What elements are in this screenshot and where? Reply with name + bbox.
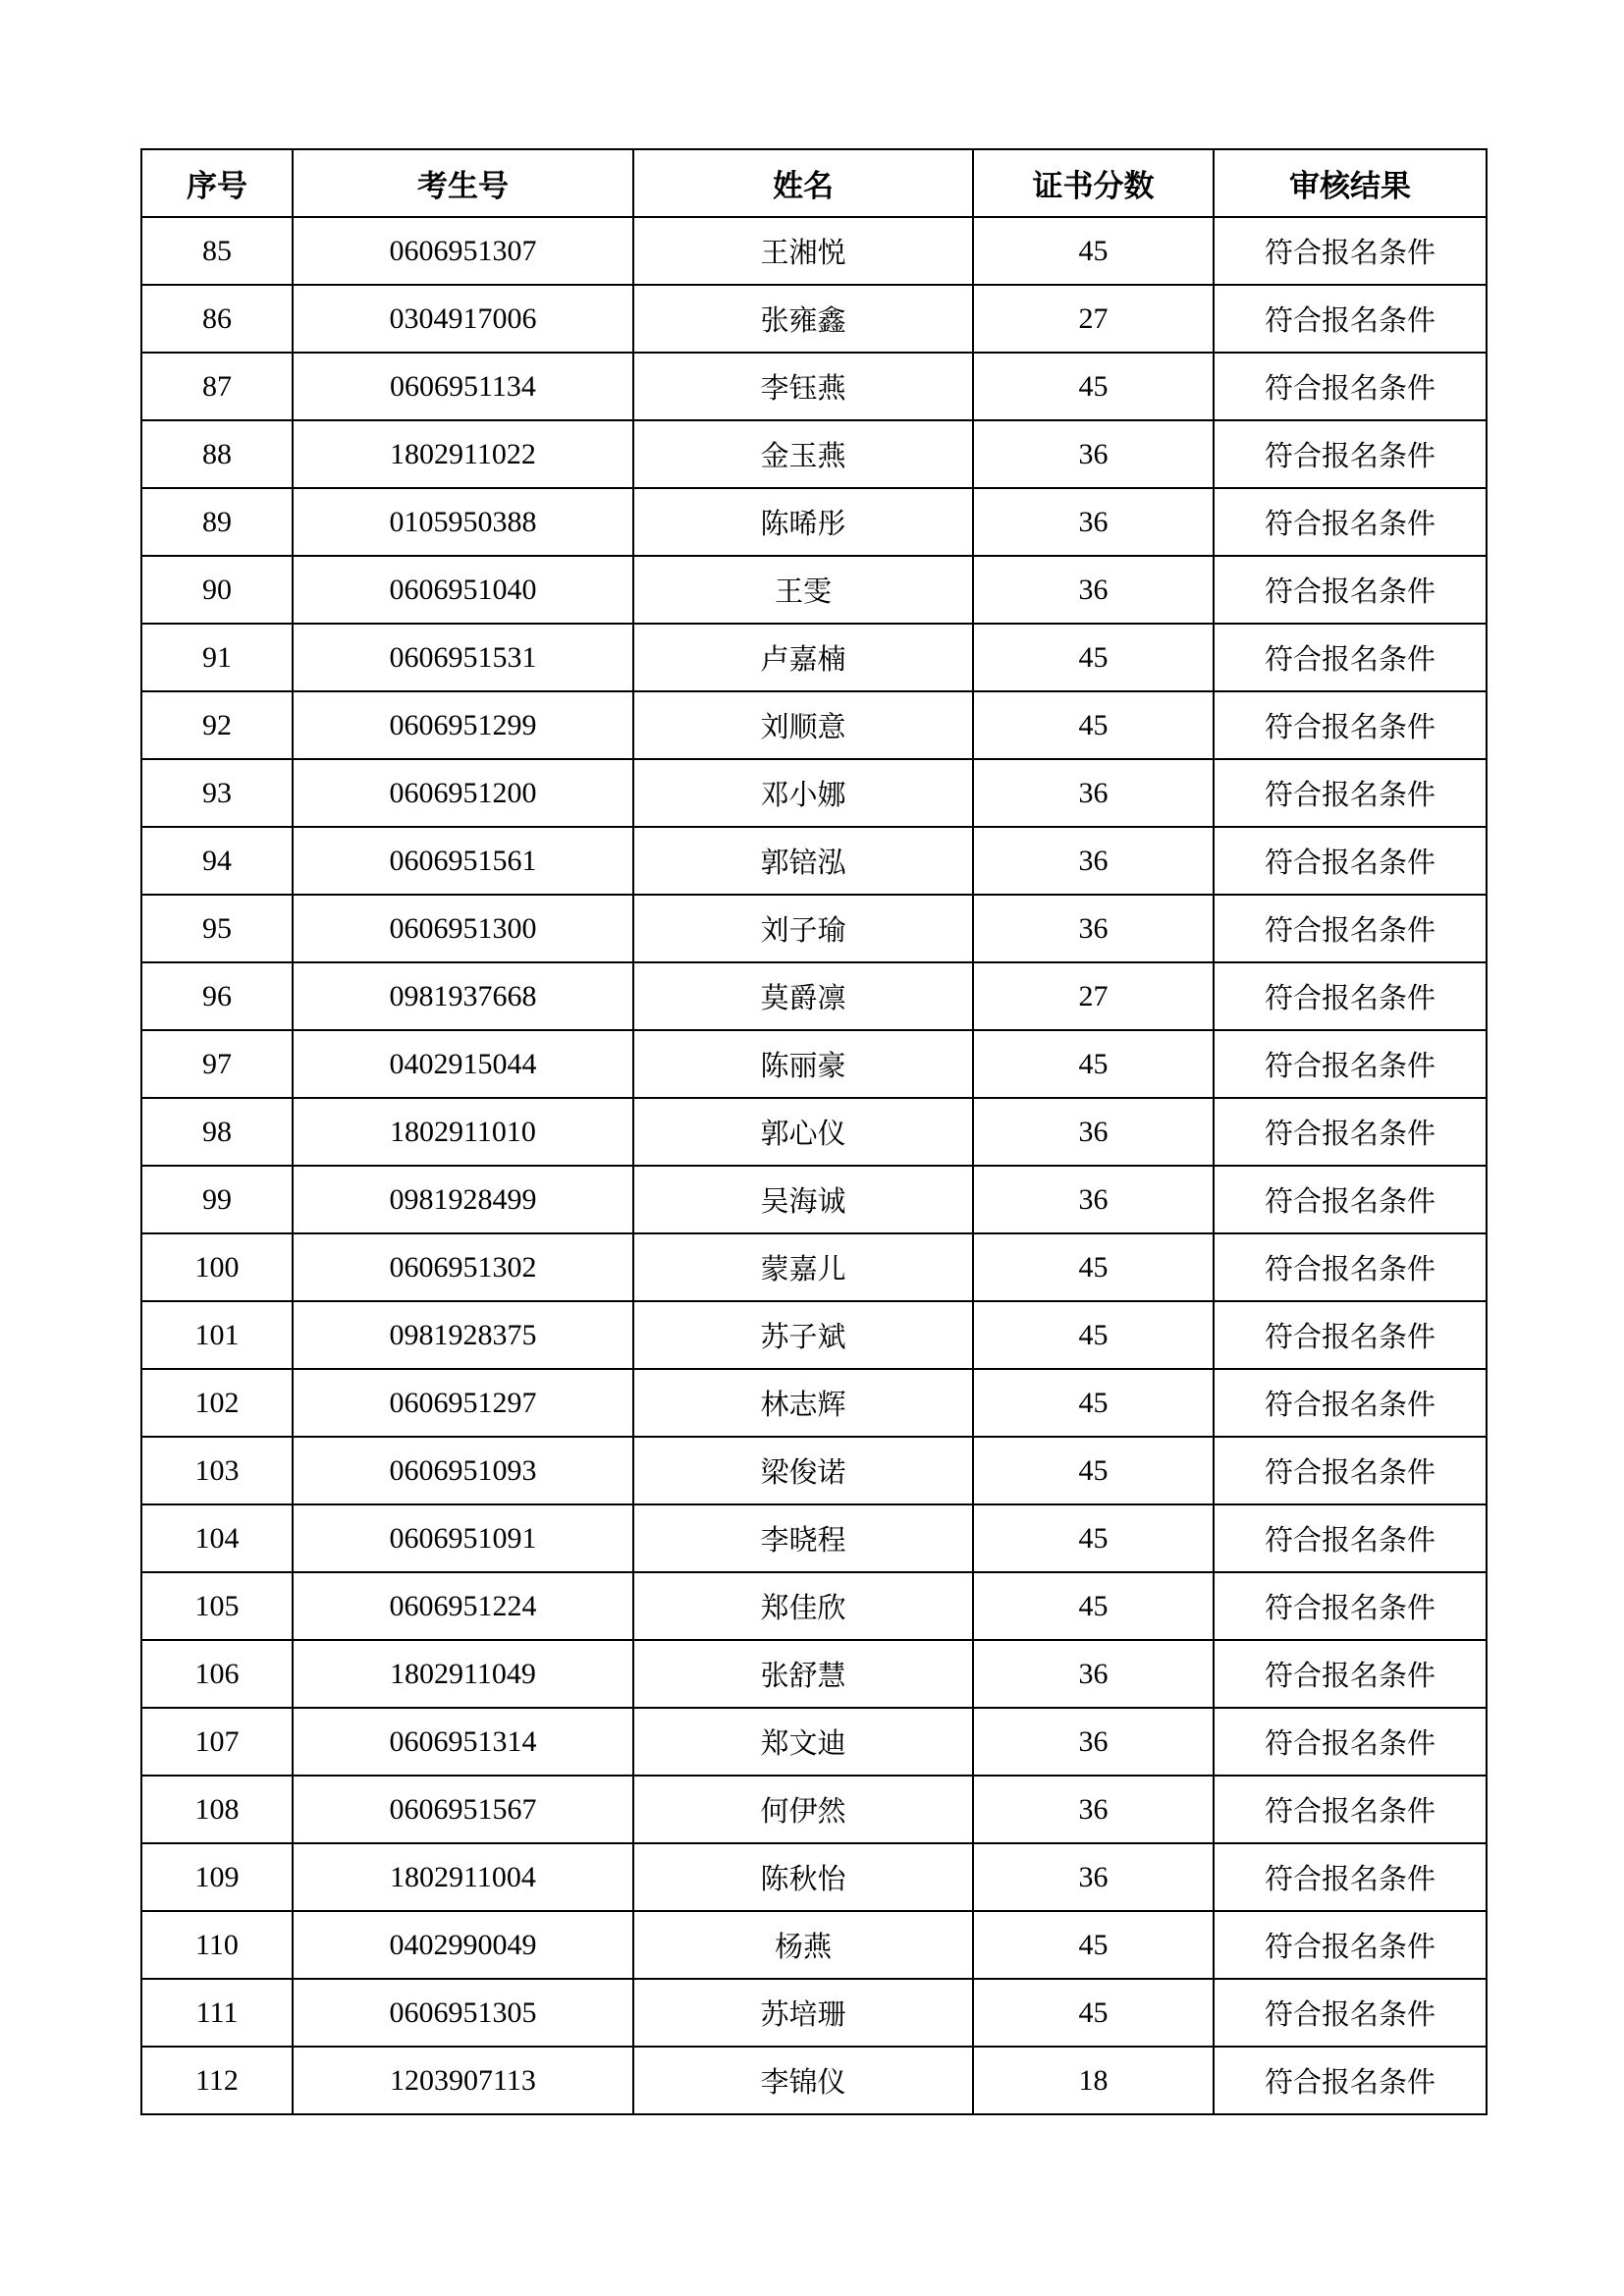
serial-number-cell: 99 — [141, 1166, 293, 1233]
candidate-number-cell: 0606951300 — [293, 895, 633, 962]
review-result-cell: 符合报名条件 — [1214, 285, 1487, 353]
name-cell: 郭心仪 — [633, 1098, 973, 1166]
name-cell: 王湘悦 — [633, 217, 973, 285]
header-candidate-number: 考生号 — [293, 149, 633, 217]
certificate-score-cell: 45 — [973, 624, 1214, 691]
name-cell: 苏子斌 — [633, 1301, 973, 1369]
candidate-number-cell: 0981928499 — [293, 1166, 633, 1233]
table-row — [141, 353, 1487, 420]
serial-number-cell: 90 — [141, 556, 293, 624]
certificate-score-cell: 45 — [973, 353, 1214, 420]
name-cell: 吴海诚 — [633, 1166, 973, 1233]
review-result-cell: 符合报名条件 — [1214, 217, 1487, 285]
serial-number-cell: 103 — [141, 1437, 293, 1504]
serial-number-cell: 101 — [141, 1301, 293, 1369]
serial-number-cell: 110 — [141, 1911, 293, 1979]
table-row — [141, 1979, 1487, 2047]
certificate-score-cell: 36 — [973, 1166, 1214, 1233]
certificate-score-cell: 45 — [973, 1301, 1214, 1369]
name-cell: 何伊然 — [633, 1776, 973, 1843]
name-cell: 陈丽豪 — [633, 1030, 973, 1098]
review-result-cell: 符合报名条件 — [1214, 1166, 1487, 1233]
name-cell: 卢嘉楠 — [633, 624, 973, 691]
name-cell: 林志辉 — [633, 1369, 973, 1437]
table-row — [141, 217, 1487, 285]
review-result-cell: 符合报名条件 — [1214, 1911, 1487, 1979]
candidate-number-cell: 0606951307 — [293, 217, 633, 285]
review-result-cell: 符合报名条件 — [1214, 624, 1487, 691]
certificate-score-cell: 36 — [973, 488, 1214, 556]
candidate-number-cell: 0402915044 — [293, 1030, 633, 1098]
name-cell: 刘子瑜 — [633, 895, 973, 962]
table-body — [141, 217, 1487, 2114]
serial-number-cell: 95 — [141, 895, 293, 962]
name-cell: 梁俊诺 — [633, 1437, 973, 1504]
candidate-number-cell: 1802911004 — [293, 1843, 633, 1911]
review-result-cell: 符合报名条件 — [1214, 2047, 1487, 2114]
name-cell: 郑文迪 — [633, 1708, 973, 1776]
serial-number-cell: 93 — [141, 759, 293, 827]
candidate-number-cell: 1802911010 — [293, 1098, 633, 1166]
candidate-number-cell: 0606951091 — [293, 1504, 633, 1572]
review-result-cell: 符合报名条件 — [1214, 1098, 1487, 1166]
candidate-number-cell: 0981937668 — [293, 962, 633, 1030]
review-result-cell: 符合报名条件 — [1214, 420, 1487, 488]
table-row — [141, 1369, 1487, 1437]
review-result-cell: 符合报名条件 — [1214, 1437, 1487, 1504]
review-result-cell: 符合报名条件 — [1214, 691, 1487, 759]
name-cell: 金玉燕 — [633, 420, 973, 488]
table-row — [141, 420, 1487, 488]
candidate-number-cell: 0606951299 — [293, 691, 633, 759]
table-row — [141, 285, 1487, 353]
review-result-cell: 符合报名条件 — [1214, 759, 1487, 827]
serial-number-cell: 89 — [141, 488, 293, 556]
review-result-cell: 符合报名条件 — [1214, 1640, 1487, 1708]
table-row — [141, 1233, 1487, 1301]
serial-number-cell: 98 — [141, 1098, 293, 1166]
serial-number-cell: 112 — [141, 2047, 293, 2114]
table-row — [141, 691, 1487, 759]
certificate-score-cell: 36 — [973, 827, 1214, 895]
review-result-cell: 符合报名条件 — [1214, 962, 1487, 1030]
serial-number-cell: 92 — [141, 691, 293, 759]
name-cell: 张雍鑫 — [633, 285, 973, 353]
table-row — [141, 1437, 1487, 1504]
serial-number-cell: 104 — [141, 1504, 293, 1572]
candidate-number-cell: 0606951093 — [293, 1437, 633, 1504]
candidate-number-cell: 0105950388 — [293, 488, 633, 556]
certificate-score-cell: 36 — [973, 1098, 1214, 1166]
table-row — [141, 488, 1487, 556]
name-cell: 陈晞彤 — [633, 488, 973, 556]
candidate-number-cell: 1802911022 — [293, 420, 633, 488]
candidate-number-cell: 0402990049 — [293, 1911, 633, 1979]
name-cell: 王雯 — [633, 556, 973, 624]
serial-number-cell: 111 — [141, 1979, 293, 2047]
review-result-cell: 符合报名条件 — [1214, 488, 1487, 556]
review-result-cell: 符合报名条件 — [1214, 353, 1487, 420]
table-row — [141, 1098, 1487, 1166]
candidate-number-cell: 0304917006 — [293, 285, 633, 353]
name-cell: 莫爵凛 — [633, 962, 973, 1030]
table-row — [141, 827, 1487, 895]
certificate-score-cell: 36 — [973, 1640, 1214, 1708]
serial-number-cell: 105 — [141, 1572, 293, 1640]
certificate-score-cell: 18 — [973, 2047, 1214, 2114]
serial-number-cell: 108 — [141, 1776, 293, 1843]
candidate-number-cell: 0606951200 — [293, 759, 633, 827]
serial-number-cell: 91 — [141, 624, 293, 691]
name-cell: 李锦仪 — [633, 2047, 973, 2114]
review-result-cell: 符合报名条件 — [1214, 1369, 1487, 1437]
certificate-score-cell: 45 — [973, 1979, 1214, 2047]
candidate-number-cell: 0606951224 — [293, 1572, 633, 1640]
certificate-score-cell: 27 — [973, 285, 1214, 353]
name-cell: 杨燕 — [633, 1911, 973, 1979]
certificate-score-cell: 36 — [973, 1776, 1214, 1843]
candidate-number-cell: 1802911049 — [293, 1640, 633, 1708]
certificate-score-cell: 45 — [973, 1504, 1214, 1572]
table-row — [141, 1572, 1487, 1640]
table-row — [141, 1301, 1487, 1369]
certificate-score-cell: 45 — [973, 1233, 1214, 1301]
serial-number-cell: 94 — [141, 827, 293, 895]
serial-number-cell: 87 — [141, 353, 293, 420]
candidate-number-cell: 1203907113 — [293, 2047, 633, 2114]
review-result-cell: 符合报名条件 — [1214, 1979, 1487, 2047]
name-cell: 邓小娜 — [633, 759, 973, 827]
certificate-score-cell: 45 — [973, 1369, 1214, 1437]
serial-number-cell: 97 — [141, 1030, 293, 1098]
table-row — [141, 1911, 1487, 1979]
header-certificate-score: 证书分数 — [973, 149, 1214, 217]
review-result-cell: 符合报名条件 — [1214, 1843, 1487, 1911]
review-result-cell: 符合报名条件 — [1214, 1233, 1487, 1301]
certificate-score-cell: 36 — [973, 895, 1214, 962]
name-cell: 刘顺意 — [633, 691, 973, 759]
certificate-score-cell: 45 — [973, 1572, 1214, 1640]
candidate-number-cell: 0606951302 — [293, 1233, 633, 1301]
table-row — [141, 962, 1487, 1030]
certificate-score-cell: 36 — [973, 1708, 1214, 1776]
review-result-cell: 符合报名条件 — [1214, 1030, 1487, 1098]
certificate-score-cell: 36 — [973, 1843, 1214, 1911]
candidate-number-cell: 0606951134 — [293, 353, 633, 420]
name-cell: 苏培珊 — [633, 1979, 973, 2047]
certificate-score-cell: 45 — [973, 691, 1214, 759]
table-row — [141, 1166, 1487, 1233]
table-row — [141, 1843, 1487, 1911]
name-cell: 蒙嘉儿 — [633, 1233, 973, 1301]
review-result-cell: 符合报名条件 — [1214, 895, 1487, 962]
review-result-cell: 符合报名条件 — [1214, 1572, 1487, 1640]
header-name: 姓名 — [633, 149, 973, 217]
candidate-number-cell: 0606951297 — [293, 1369, 633, 1437]
certificate-score-cell: 27 — [973, 962, 1214, 1030]
serial-number-cell: 86 — [141, 285, 293, 353]
serial-number-cell: 102 — [141, 1369, 293, 1437]
candidate-number-cell: 0606951040 — [293, 556, 633, 624]
candidate-number-cell: 0606951314 — [293, 1708, 633, 1776]
candidate-number-cell: 0981928375 — [293, 1301, 633, 1369]
name-cell: 李钰燕 — [633, 353, 973, 420]
name-cell: 郭锫泓 — [633, 827, 973, 895]
review-result-cell: 符合报名条件 — [1214, 1708, 1487, 1776]
review-result-cell: 符合报名条件 — [1214, 1504, 1487, 1572]
review-result-cell: 符合报名条件 — [1214, 556, 1487, 624]
name-cell: 陈秋怡 — [633, 1843, 973, 1911]
review-result-cell: 符合报名条件 — [1214, 1301, 1487, 1369]
serial-number-cell: 107 — [141, 1708, 293, 1776]
serial-number-cell: 88 — [141, 420, 293, 488]
header-serial-number: 序号 — [141, 149, 293, 217]
name-cell: 张舒慧 — [633, 1640, 973, 1708]
candidate-number-cell: 0606951567 — [293, 1776, 633, 1843]
certificate-score-cell: 36 — [973, 556, 1214, 624]
table-row — [141, 624, 1487, 691]
candidate-number-cell: 0606951531 — [293, 624, 633, 691]
certificate-score-cell: 45 — [973, 1437, 1214, 1504]
serial-number-cell: 109 — [141, 1843, 293, 1911]
certificate-score-cell: 45 — [973, 217, 1214, 285]
table-row — [141, 2047, 1487, 2114]
table-row — [141, 1030, 1487, 1098]
certificate-score-cell: 45 — [973, 1911, 1214, 1979]
name-cell: 郑佳欣 — [633, 1572, 973, 1640]
table-header-row — [141, 149, 1487, 217]
certificate-score-cell: 36 — [973, 420, 1214, 488]
certificate-score-cell: 45 — [973, 1030, 1214, 1098]
serial-number-cell: 85 — [141, 217, 293, 285]
table-row — [141, 895, 1487, 962]
serial-number-cell: 96 — [141, 962, 293, 1030]
serial-number-cell: 106 — [141, 1640, 293, 1708]
table-row — [141, 1640, 1487, 1708]
name-cell: 李晓程 — [633, 1504, 973, 1572]
table-row — [141, 1776, 1487, 1843]
review-result-cell: 符合报名条件 — [1214, 1776, 1487, 1843]
table-row — [141, 556, 1487, 624]
header-review-result: 审核结果 — [1214, 149, 1487, 217]
certificate-score-cell: 36 — [973, 759, 1214, 827]
table-row — [141, 1708, 1487, 1776]
review-result-cell: 符合报名条件 — [1214, 827, 1487, 895]
exam-registration-table — [140, 148, 1488, 2115]
table-row — [141, 759, 1487, 827]
table-row — [141, 1504, 1487, 1572]
serial-number-cell: 100 — [141, 1233, 293, 1301]
candidate-number-cell: 0606951305 — [293, 1979, 633, 2047]
candidate-number-cell: 0606951561 — [293, 827, 633, 895]
